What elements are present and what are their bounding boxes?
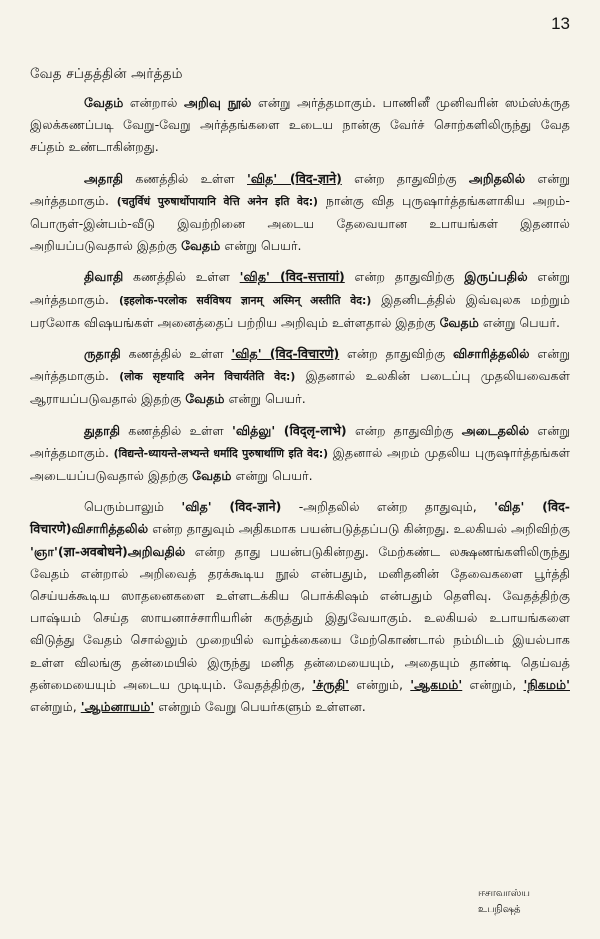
page-number: 13 [551, 14, 570, 33]
body-text [30, 92, 570, 727]
section-heading: வேத சப்தத்தின் அர்த்தம் [30, 66, 183, 82]
paragraph-6: பெரும்பாலும் 'வித' (विद-ज्ञाने) -அறிதலில் என்ற தாதுவும், 'வித' (विद-विचारणे)விசாரித்தலில் என்ற தாதுவும் அதிகமாக பயன்படுத்தப்படு கின்றது. உலகியல் அறிவிற்கு 'ஞா'(ज्ञा-अवबोधने)அறிவதில் என்ற தாது பயன்படுகின்றது. மேற்கண்ட லக்ஷணங்களிலிருந்து வேதம் என்றால் அறிவைத் தரக்கூடிய நூல் என்பதும், மனிதனின் தேவைகளை பூர்த்தி செய்யக்கூடிய ஸாதனைகளை உள்ளடக்கிய பொக்கிஷம் என்பதும் தெளிவு. வேதத்திற்கு பாஷ்யம் செய்த ஸாயனாச்சாரியரின் கருத்தும் இதுவேயாகும். உலகியல் உபாயங்களை விடுத்து வேதம் சொல்லும் முறையில் வாழ்க்கையை மேற்கொண்டால் நம்மிடம் இயல்பாக உள்ள விலங்கு தன்மையில் இருந்து மனித தன்மையையும், அதையும் தாண்டி தெய்வத் தன்மையையும் அடைய முடியும். வேதத்திற்கு, 'ச்ருதி' என்றும், 'ஆகமம்' என்றும், 'நிகமம்' என்றும், 'ஆம்னாயம்' என்றும் வேறு பெயர்களும் உள்ளன. [30, 499, 571, 715]
running-footer [478, 886, 530, 918]
paragraph-5: துதாதி கணத்தில் உள்ள 'வித்லு' (विद्लृ-लाभे) என்ற தாதுவிற்கு அடைதலில் என்று அர்த்தமாகும். (विद्यन्ते-ध्यायन्ते-लभ्यन्ते धर्मादि पुरुषार्थाणि इति वेद:) இதனால் அறம் முதலிய புருஷார்த்தங்கள் அடையப்படுவதால் இதற்கு வேதம் என்று பெயர். [30, 422, 570, 484]
paragraph-1: வேதம் என்றால் அறிவு நூல் என்று அர்த்தமாகும். பாணினீ முனிவரின் ஸம்ஸ்க்ருத இலக்கணப்படி வேறு-வேறு அர்த்தங்களை உடைய நான்கு வேர்ச் சொற்களிலிருந்து வேத சப்தம் உண்டாகின்றது. [30, 95, 570, 155]
paragraph-2: அதாதி கணத்தில் உள்ள 'வித' (विद-ज्ञाने) என்ற தாதுவிற்கு அறிதலில் என்று அர்த்தமாகும். (चतुर्विधं पुरुषार्थोपायानि वेत्ति अनेन इति वेद:) நான்கு வித புருஷார்த்தங்களாகிய அறம்-பொருள்-இன்பம்-வீடு இவற்றினை அடைய தேவையான உபாயங்கள் இதனால் அறியப்படுவதால் இதற்கு வேதம் என்று பெயர். [30, 170, 571, 254]
footer-line-1: ஈசாவாஸ்ய [478, 888, 530, 899]
footer-line-2: உபநிஷத் [478, 904, 521, 915]
paragraph-3: திவாதி கணத்தில் உள்ள 'வித' (विद-सत्तायां) என்ற தாதுவிற்கு இருப்பதில் என்று அர்த்தமாகும். (इहलोक-परलोक सर्वविषय ज्ञानम् अस्मिन् अस्तीति वेद:) இதனிடத்தில் இவ்வுலக மற்றும் பரலோக விஷயங்கள் அனைத்தைப் பற்றிய அறிவும் உள்ளதால் இதற்கு வேதம் என்று பெயர். [30, 269, 570, 330]
paragraph-4: ருதாதி கணத்தில் உள்ள 'வித' (विद-विचारणे) என்ற தாதுவிற்கு விசாரித்தலில் என்று அர்த்தமாகும். (लोक सृष्टयादि अनेन विचार्यतेति वेद:) இதனால் உலகின் படைப்பு முதலியவைகள் ஆராயப்படுவதால் இதற்கு வேதம் என்று பெயர். [30, 346, 570, 407]
